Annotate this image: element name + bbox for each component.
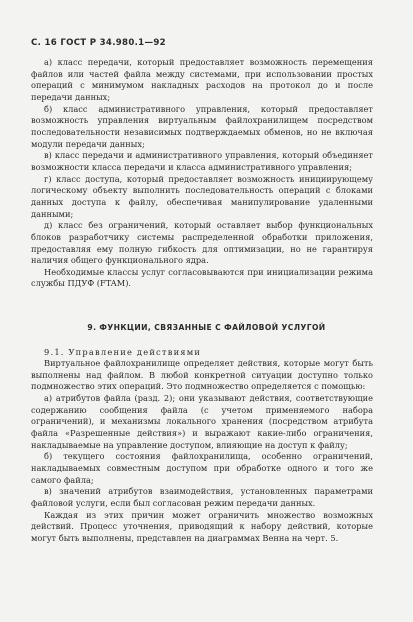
paragraph: в) класс передачи и административного управления, который объединяет возможности класса передачи и класса административного управления; bbox=[31, 150, 373, 172]
paragraph: Каждая из этих причин может ограничить множество возможных действий. Процесс уточнения, приводящий к набору действий, которые могут быть выполнены, представлен на диаграммах Венна на черт. 5. bbox=[31, 509, 373, 543]
subsection-title: 9.1. Управление действиями bbox=[44, 347, 202, 357]
paragraph: б) класс административного управления, который предоставляет возможность управления виртуальным файлохранилищем посредством последовательности независимых подтверждаемых обменов, но не включая модули передачи данных; bbox=[31, 103, 373, 149]
paragraph: а) атрибутов файла (разд. 2); они указывают действия, соответствующие содержанию сообщения файла (с учетом применяемого набора ограничений), и механизмы локального хранения (посредством атрибута файла «Разрешенные действия») и выражают какие-либо ограничения, накладываемые на управление доступом, влияющие на доступ к файлу; bbox=[31, 392, 373, 450]
paragraph: а) класс передачи, который предоставляет возможность перемещения файлов или частей файла между системами, при использовании простых операций с минимумом накладных расходов на протокол до и после передачи данных; bbox=[31, 57, 373, 102]
page-header: С. 16 ГОСТ Р 34.980.1—92 bbox=[31, 38, 166, 48]
body-text-top bbox=[31, 57, 373, 290]
body-text-bottom bbox=[31, 358, 373, 545]
paragraph: д) класс без ограничений, который оставляет выбор функциональных блоков разработчику системы распределенной обработки приложения, предоставляя ему полную гибкость для оптимизации, но не гарантируя наличия общего функционального ядра. bbox=[31, 220, 373, 266]
paragraph: Необходимые классы услуг согласовываются при инициализации режима службы ПДУФ (FTAM). bbox=[31, 266, 373, 289]
section-title: 9. ФУНКЦИИ, СВЯЗАННЫЕ С ФАЙЛОВОЙ УСЛУГОЙ bbox=[87, 323, 326, 332]
paragraph: б) текущего состояния файлохранилища, особенно ограничений, накладываемых совместным доступом при обработке одного и того же самого файла; bbox=[31, 451, 373, 485]
paragraph: в) значений атрибутов взаимодействия, установленных параметрами файловой услуги, если был согласован режим передачи данных. bbox=[31, 486, 373, 508]
paragraph: Виртуальное файлохранилище определяет действия, которые могут быть выполнены над файлом. В любой конкретной ситуации доступно только подмножество этих операций. Это подмножество определяется с помощью: bbox=[31, 358, 373, 392]
paragraph: г) класс доступа, который предоставляет возможность инициирующему логическому объекту выполнить последовательность операций с блоками данных доступа к файлу, обеспечивая манипулирование удаленными данными; bbox=[31, 173, 373, 219]
